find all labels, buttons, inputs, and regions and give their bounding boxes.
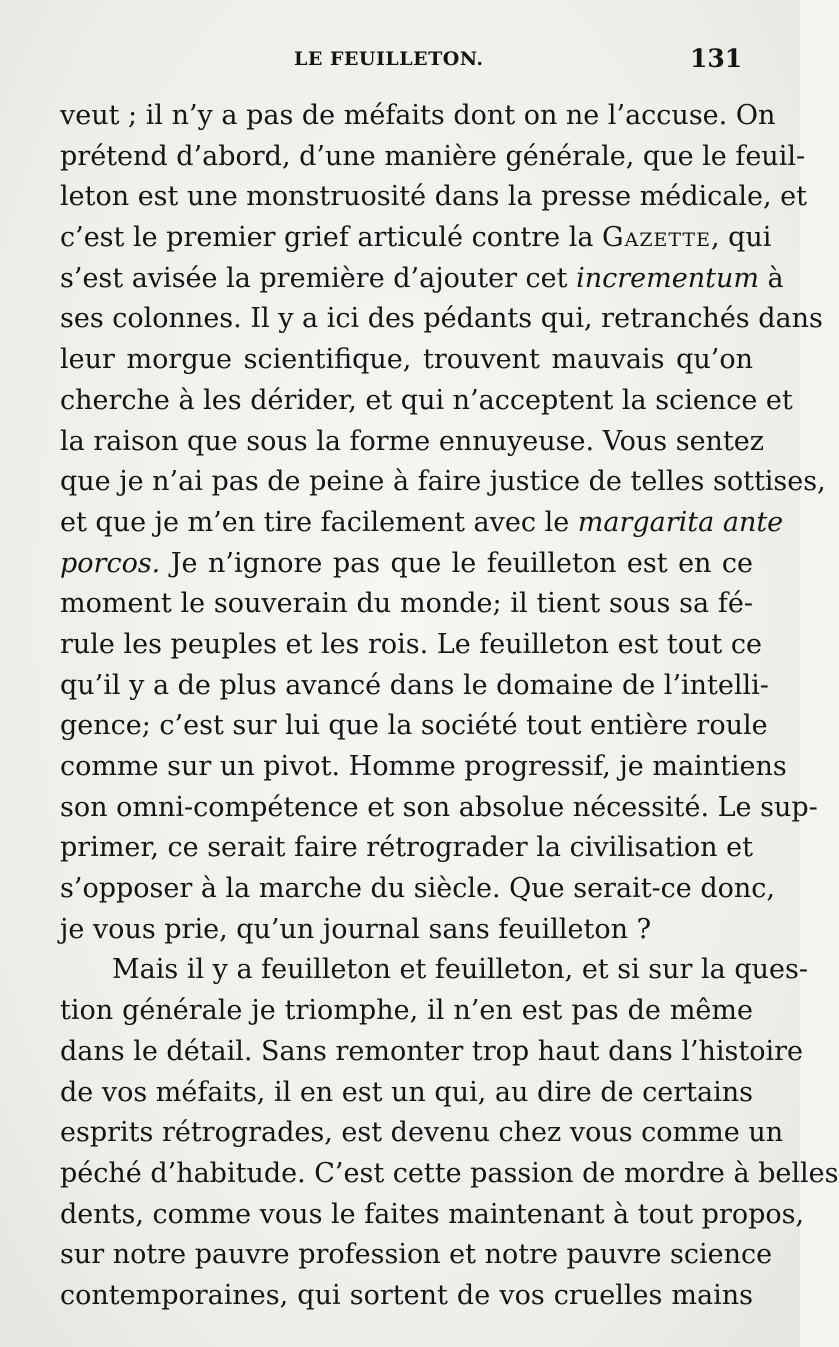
text-line: son omni-compétence et son absolue nécessité. Le sup- <box>60 791 818 823</box>
text-line: tion générale je triomphe, il n’en est pas de même <box>60 995 753 1027</box>
text-segment: , qui <box>710 222 772 254</box>
text-line: prétend d’abord, d’une manière générale, que le feuil- <box>60 140 806 172</box>
text-segment: s’est avisée la première d’ajouter cet <box>60 262 568 294</box>
text-line: primer, ce serait faire rétrograder la civilisation et <box>60 832 753 864</box>
italic-quote: porcos. <box>60 547 161 579</box>
text-line: de vos méfaits, il en est un qui, au dire de certains <box>60 1076 754 1108</box>
text-line <box>60 503 784 544</box>
text-line: je vous prie, qu’un journal sans feuilleton ? <box>60 913 652 945</box>
text-line <box>60 218 772 259</box>
page-header <box>0 44 800 78</box>
text-line: dents, comme vous le faites maintenant à tout propos, <box>60 1198 805 1230</box>
text-line: la raison que sous la forme ennuyeuse. Vous sentez <box>60 425 764 457</box>
text-segment: à <box>758 262 784 294</box>
text-line: leur morgue scientifique, trouvent mauvais qu’on <box>60 344 753 376</box>
journal-name: Gazette <box>602 222 711 254</box>
text-line: Mais il y a feuilleton et feuilleton, et si sur la ques- <box>112 954 808 986</box>
text-line: veut ; il n’y a pas de méfaits dont on ne l’accuse. On <box>60 100 776 131</box>
text-line: péché d’habitude. C’est cette passion de mordre à belles <box>60 1157 839 1189</box>
text-line: comme sur un pivot. Homme progressif, je maintiens <box>60 751 787 782</box>
text-line: que je n’ai pas de peine à faire justice de telles sottises, <box>60 466 826 498</box>
text-line <box>60 259 784 300</box>
page-number: 131 <box>690 44 743 73</box>
body-text <box>60 96 839 1317</box>
text-line: esprits rétrogrades, est devenu chez vous comme un <box>60 1117 784 1149</box>
text-line: ses colonnes. Il y a ici des pédants qui, retranchés dans <box>60 303 823 335</box>
text-line: gence; c’est sur lui que la société tout entière roule <box>60 710 768 742</box>
text-line <box>60 544 753 585</box>
text-line: qu’il y a de plus avancé dans le domaine de l’intelli- <box>60 669 769 701</box>
text-segment: c’est le premier grief articulé contre la <box>60 222 594 254</box>
text-line: leton est une monstruosité dans la presse médicale, et <box>60 181 807 213</box>
text-segment: Je n’ignore pas que le feuilleton est en ce <box>160 547 753 579</box>
text-line: cherche à les dérider, et qui n’acceptent la science et <box>60 384 793 416</box>
text-line: sur notre pauvre profession et notre pauvre science <box>60 1239 773 1271</box>
running-title: LE FEUILLETON. <box>294 48 484 70</box>
text-line: contemporaines, qui sortent de vos cruelles mains <box>60 1279 753 1311</box>
italic-quote: margarita ante <box>577 506 784 538</box>
italic-term: incrementum <box>576 262 759 294</box>
text-line: s’opposer à la marche du siècle. Que serait-ce donc, <box>60 873 775 905</box>
text-line: rule les peuples et les rois. Le feuilleton est tout ce <box>60 628 762 660</box>
text-segment: et que je m’en tire facilement avec le <box>60 506 570 538</box>
text-line: dans le détail. Sans remonter trop haut dans l’histoire <box>60 1035 804 1067</box>
text-line: moment le souverain du monde; il tient sous sa fé- <box>60 588 753 620</box>
